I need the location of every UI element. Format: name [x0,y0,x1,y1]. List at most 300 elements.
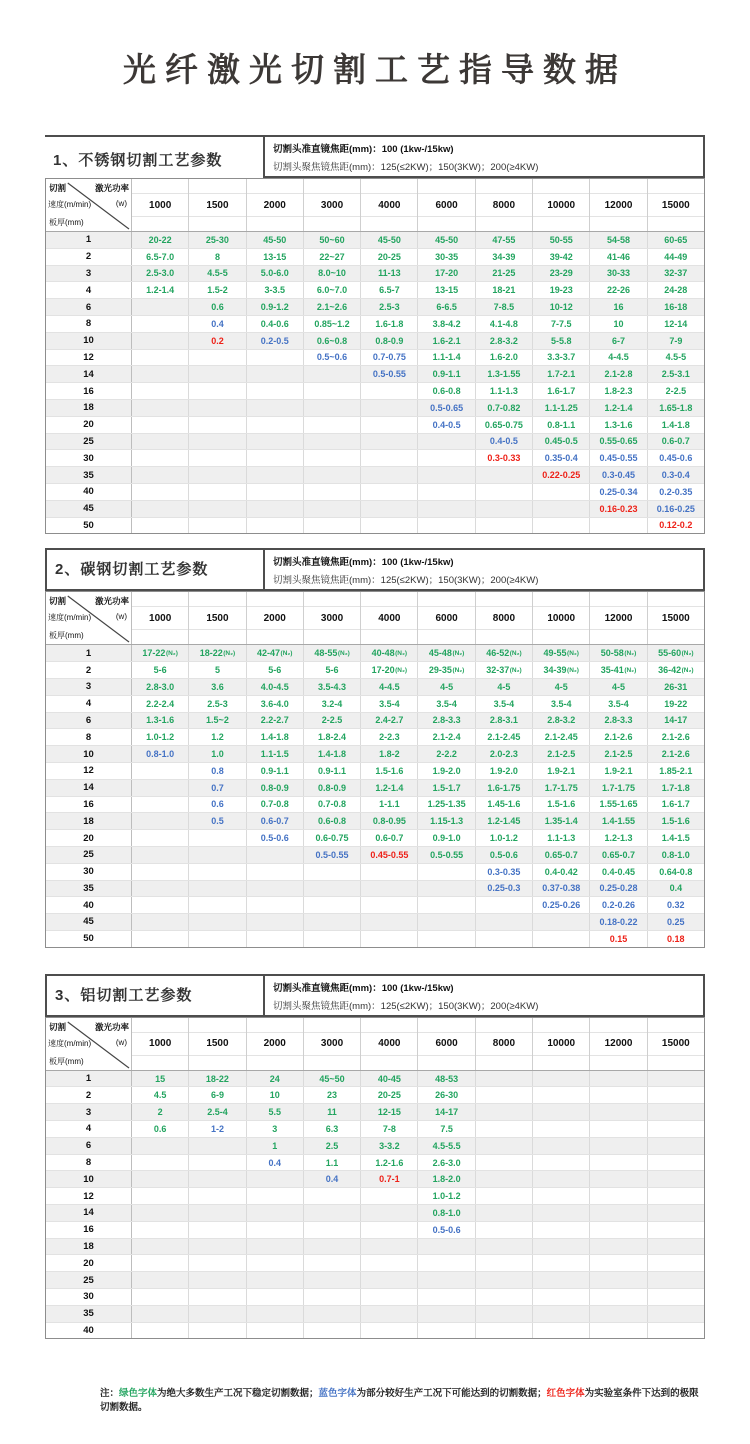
speed-cell: 50-55 [533,232,590,248]
speed-cell: 0.55-0.65 [590,434,647,450]
speed-cell [648,1087,704,1103]
power-value-label: 2000 [263,1038,286,1050]
header-spacer [533,629,589,644]
thickness-label: 30 [46,450,132,466]
table-row-thickness-6 [46,299,704,316]
table-row-thickness-2 [46,249,704,266]
speed-cell: 0.6-0.7 [661,436,690,447]
corner-label-cut: 切割 [49,1021,67,1032]
speed-cell: 3.6 [189,679,246,695]
speed-cell: 3 [247,1121,304,1137]
speed-cell: 0.8-0.9 [304,780,361,796]
speed-cell: 1.6-2.0 [476,350,533,366]
speed-cell: 2.2-2.4 [132,696,189,712]
focus-distance-note [263,135,705,178]
speed-cell [189,1255,246,1271]
thickness-label: 2 [46,662,132,678]
speed-cell: 2.1-2.8 [590,366,647,382]
table-row-thickness-25 [46,1272,704,1289]
speed-cell [132,1205,189,1221]
power-value-label: 2000 [263,199,286,211]
speed-cell: 4-4.5 [590,350,647,366]
speed-cell: 5.5 [247,1104,304,1120]
thickness-label: 6 [46,299,132,315]
power-value-label: 12000 [604,199,633,211]
speed-cell [189,1239,246,1255]
speed-cell: 1.65-1.8 [659,402,693,413]
parameter-table-aluminum [45,1017,705,1340]
corner-label-cut: 切割 [49,596,67,607]
speed-cell: 4.1-4.8 [476,316,533,332]
speed-cell: 2-2.5 [665,386,687,397]
header-spacer [189,216,245,231]
nitrogen-gas-suffix: (N₂) [624,649,637,657]
speed-cell: 26-30 [418,1087,475,1103]
section-header-stainless-steel [45,135,705,178]
speed-cell: 2.8-3.0 [132,679,189,695]
speed-cell: 0.5-0.65 [418,400,475,416]
speed-cell: 7-7.5 [533,316,590,332]
speed-cell [648,1121,704,1137]
speed-cell [189,1306,246,1322]
footnote-prefix: 注： [100,1388,120,1400]
speed-cell: 15 [132,1071,189,1087]
speed-cell [304,1239,361,1255]
speed-cell: 34-39 [476,249,533,265]
speed-cell [361,897,418,913]
speed-cell [648,1205,704,1221]
speed-cell: 0.2 [189,333,246,349]
table-row-thickness-1 [46,1071,704,1088]
thickness-label: 35 [46,881,132,897]
header-spacer [648,629,704,644]
table-row-thickness-30 [46,864,704,881]
speed-cell: 10 [590,316,647,332]
speed-cell: 0.7-0.75 [361,350,418,366]
speed-cell: 1.7-2.1 [533,366,590,382]
speed-cell [476,914,533,930]
header-spacer [304,592,360,607]
speed-cell [132,1306,189,1322]
speed-cell [132,914,189,930]
table-section-aluminum [45,974,705,1340]
corner-label-watt: (w) [115,612,127,622]
parameter-table-carbon-steel [45,591,705,947]
nitrogen-gas-suffix: (N₂) [337,649,350,657]
header-spacer [648,1018,704,1033]
speed-cell: 0.45-0.5 [533,434,590,450]
power-column-header-2000 [247,592,304,644]
speed-cell [418,1323,475,1339]
table-row-thickness-45 [46,501,704,518]
speed-cell: 0.4 [304,1171,361,1187]
speed-cell [533,1289,590,1305]
speed-cell: 1.7-1.8 [661,782,690,793]
speed-cell: 1.3-1.6 [132,713,189,729]
speed-cell: 2.5-3 [361,299,418,315]
speed-cell [304,450,361,466]
speed-cell [132,299,189,315]
speed-cell: 2.8-3.1 [476,713,533,729]
speed-cell: 1.6-2.1 [418,333,475,349]
power-value-label: 2000 [263,612,286,624]
speed-cell [247,350,304,366]
speed-cell [590,1205,647,1221]
speed-cell [247,897,304,913]
table-row-thickness-8 [46,316,704,333]
speed-cell: 1.1-1.5 [247,746,304,762]
focus-lens-focal-length-note: 切割头聚焦镜焦距(mm)：125(≤2KW)；150(3KW)；200(≥4KW) [273,1000,539,1012]
speed-cell: 0.3-0.4 [661,470,690,481]
speed-cell: 45-50 [418,232,475,248]
table-row-thickness-1 [46,645,704,662]
speed-cell: 41-46 [590,249,647,265]
table-row-thickness-35 [46,467,704,484]
speed-cell: 2.2-2.7 [247,713,304,729]
speed-cell: 34-39 (N₂) [533,662,590,678]
header-spacer [648,1055,704,1070]
speed-cell [304,1188,361,1204]
speed-cell: 2.1~2.6 [304,299,361,315]
thickness-label: 25 [46,847,132,863]
speed-cell [304,897,361,913]
speed-cell: 19-23 [533,282,590,298]
speed-cell [189,434,246,450]
speed-cell: 2.1-2.6 [661,749,690,760]
header-spacer [590,1018,646,1033]
power-column-header-8000 [476,1018,533,1070]
speed-cell: 1.8-2.4 [304,729,361,745]
speed-cell [189,518,246,534]
axis-corner-cell [46,592,132,644]
speed-cell [132,1323,189,1339]
speed-cell: 0.65-0.7 [590,847,647,863]
speed-cell [361,931,418,947]
speed-cell [189,484,246,500]
speed-cell [304,1323,361,1339]
nitrogen-gas-suffix: (N₂) [624,666,637,674]
corner-label-laser-power: 激光功率 [94,1021,129,1032]
speed-cell [189,847,246,863]
speed-cell: 0.25-0.28 [590,881,647,897]
speed-cell [476,467,533,483]
power-value-label: 3000 [320,199,344,211]
speed-cell: 1.2-1.4 [590,400,647,416]
header-spacer [132,1018,188,1033]
speed-cell [418,931,475,947]
power-value-label: 12000 [604,1038,633,1050]
speed-cell [361,467,418,483]
speed-cell [132,333,189,349]
speed-cell [304,1306,361,1322]
speed-cell [304,1272,361,1288]
collimator-focal-length-note: 切割头准直镜焦距(mm)：100 (1kw-/15kw) [273,557,454,569]
speed-cell: 0.9-1.2 [247,299,304,315]
power-column-header-15000 [648,1018,704,1070]
speed-cell: 18-22 [189,1071,246,1087]
nitrogen-gas-suffix: (N₂) [681,666,694,674]
speed-cell: 1.0-1.2 [418,1188,475,1204]
power-value-label: 4000 [378,1038,401,1050]
speed-cell: 3-3.2 [361,1138,418,1154]
power-value-label: 1000 [149,1038,172,1050]
table-row-thickness-2 [46,1087,704,1104]
speed-cell [132,931,189,947]
speed-cell [418,484,475,500]
speed-cell: 0.6 [189,797,246,813]
speed-cell [304,881,361,897]
speed-cell [304,383,361,399]
header-spacer [476,1018,532,1033]
speed-cell [247,450,304,466]
speed-cell: 50-58 (N₂) [590,645,647,661]
header-spacer [590,592,646,607]
header-spacer [132,592,188,607]
power-column-header-4000 [361,592,418,644]
table-row-thickness-20 [46,830,704,847]
thickness-label: 4 [46,1121,132,1137]
corner-label-thickness: 板厚(mm) [49,218,84,227]
speed-cell [132,1222,189,1238]
speed-cell [132,897,189,913]
footnote-segment-2: 蓝色字体 [318,1388,357,1400]
speed-cell: 0.45-0.55 [361,847,418,863]
speed-cell: 0.25-0.3 [476,881,533,897]
speed-cell [304,864,361,880]
speed-cell [418,897,475,913]
speed-cell: 14-17 [418,1104,475,1120]
speed-cell: 6.5-7 [361,282,418,298]
power-value-label: 6000 [435,612,458,624]
speed-cell [132,1138,189,1154]
speed-cell [590,1222,647,1238]
speed-cell [247,400,304,416]
speed-cell [476,484,533,500]
power-column-header-6000 [418,1018,475,1070]
speed-cell: 1.9-2.0 [418,763,475,779]
power-column-header-6000 [418,179,475,231]
header-spacer [247,1055,303,1070]
thickness-label: 3 [46,266,132,282]
speed-cell [189,881,246,897]
header-spacer [247,592,303,607]
speed-cell: 20-22 [132,232,189,248]
thickness-label: 3 [46,679,132,695]
speed-cell: 0.4-0.5 [418,417,475,433]
speed-cell: 2.8-3.2 [476,333,533,349]
speed-cell: 5 [189,662,246,678]
speed-cell: 4-5 [533,679,590,695]
speed-cell [648,1071,704,1087]
speed-cell [189,931,246,947]
speed-cell [247,1239,304,1255]
table-row-thickness-3 [46,679,704,696]
header-spacer [132,179,188,194]
power-column-header-12000 [590,592,647,644]
color-legend-note [100,1385,705,1413]
speed-cell: 2.1-2.6 [661,732,690,743]
speed-cell: 0.4-0.6 [247,316,304,332]
corner-label-watt: (w) [115,199,127,208]
speed-cell [476,1323,533,1339]
speed-cell [476,1138,533,1154]
power-column-header-3000 [304,1018,361,1070]
speed-cell [247,1272,304,1288]
speed-cell [189,400,246,416]
speed-cell [418,1239,475,1255]
thickness-label: 10 [46,1171,132,1187]
speed-cell: 0.16-0.25 [656,503,695,514]
speed-cell [189,1188,246,1204]
speed-cell [247,518,304,534]
speed-cell [304,366,361,382]
thickness-label: 25 [46,1272,132,1288]
speed-cell [247,881,304,897]
speed-cell [247,914,304,930]
power-column-header-1000 [132,179,189,231]
speed-cell [590,518,647,534]
speed-cell: 4-5 [590,679,647,695]
table-row-thickness-40 [46,1323,704,1339]
speed-cell: 1.5-1.6 [533,797,590,813]
thickness-label: 45 [46,914,132,930]
table-row-thickness-16 [46,383,704,400]
speed-cell: 1.25-1.35 [418,797,475,813]
power-value-label: 1000 [149,199,172,211]
speed-cell: 5.0-6.0 [247,266,304,282]
table-row-thickness-35 [46,1306,704,1323]
speed-cell: 22-26 [590,282,647,298]
thickness-label: 40 [46,1323,132,1339]
speed-cell: 2.8-3.3 [418,713,475,729]
speed-cell [590,1155,647,1171]
speed-cell [247,1188,304,1204]
header-spacer [476,1055,532,1070]
footnote-segment-1: 为绝大多数生产工况下稳定切割数据； [157,1388,319,1400]
axis-corner-cell [46,179,132,231]
thickness-label: 30 [46,864,132,880]
power-column-header-4000 [361,1018,418,1070]
speed-cell: 1.3-1.55 [476,366,533,382]
speed-cell: 7-8 [361,1121,418,1137]
table-row-thickness-35 [46,881,704,898]
table-row-thickness-20 [46,1255,704,1272]
header-spacer [304,629,360,644]
corner-label-thickness: 板厚(mm) [49,1056,84,1066]
speed-cell: 1.2-1.4 [361,780,418,796]
table-row-thickness-45 [46,914,704,931]
thickness-label: 8 [46,729,132,745]
header-spacer [533,179,589,194]
footnote-segment-5: 为实验室条件下达到的极限切割数据。 [100,1388,699,1414]
header-spacer [304,1018,360,1033]
speed-cell: 0.5 [189,813,246,829]
speed-cell [189,450,246,466]
speed-cell: 23-29 [533,266,590,282]
speed-cell [648,1272,704,1288]
speed-cell: 2-2.5 [304,713,361,729]
speed-cell [132,1255,189,1271]
speed-cell: 0.7 [189,780,246,796]
speed-cell [247,931,304,947]
header-spacer [648,592,704,607]
thickness-label: 35 [46,467,132,483]
speed-cell: 40-48 (N₂) [361,645,418,661]
speed-cell: 1.7-1.75 [533,780,590,796]
speed-cell [476,897,533,913]
thickness-label: 10 [46,333,132,349]
speed-cell [648,1171,704,1187]
header-spacer [247,179,303,194]
speed-cell: 1.6-1.7 [661,799,690,810]
thickness-label: 6 [46,713,132,729]
speed-cell [648,1222,704,1238]
speed-cell: 5-6 [247,662,304,678]
speed-cell: 0.6-0.7 [361,830,418,846]
speed-cell [132,847,189,863]
speed-cell: 18-21 [476,282,533,298]
speed-cell [189,830,246,846]
speed-cell [189,366,246,382]
speed-cell [476,931,533,947]
speed-cell: 2.8-3.3 [590,713,647,729]
speed-cell [304,931,361,947]
nitrogen-gas-suffix: (N₂) [567,649,579,657]
speed-cell: 0.4-0.42 [533,864,590,880]
speed-cell: 18-22 (N₂) [189,645,246,661]
footnote-segment-3: 为部分较好生产工况下可能达到的切割数据； [356,1388,547,1400]
speed-cell: 2.1-2.45 [533,729,590,745]
speed-cell: 4-5 [476,679,533,695]
speed-cell [132,518,189,534]
speed-cell: 3.8-4.2 [418,316,475,332]
corner-label-laser-power: 激光功率 [94,183,129,193]
speed-cell: 1.5-1.6 [361,763,418,779]
power-column-header-1500 [189,592,246,644]
speed-cell: 1-1.1 [361,797,418,813]
parameter-table-stainless-steel [45,178,705,534]
table-row-thickness-18 [46,1239,704,1256]
speed-cell [304,914,361,930]
speed-cell: 23 [304,1087,361,1103]
table-header-row [46,179,704,232]
speed-cell [476,501,533,517]
speed-cell: 47-55 [476,232,533,248]
speed-cell: 0.7-0.8 [247,797,304,813]
document-body [45,135,705,1413]
nitrogen-gas-suffix: (N₂) [681,649,694,657]
speed-cell [247,434,304,450]
speed-cell: 11-13 [361,266,418,282]
speed-cell: 2-2.3 [361,729,418,745]
speed-cell: 2.5-3.0 [132,266,189,282]
speed-cell [648,1188,704,1204]
speed-cell: 3.5-4 [361,696,418,712]
speed-cell [648,1289,704,1305]
thickness-label: 50 [46,518,132,534]
speed-cell: 8.0~10 [304,266,361,282]
speed-cell [132,1239,189,1255]
speed-cell: 0.5-0.55 [304,847,361,863]
speed-cell [476,1104,533,1120]
speed-cell [533,1239,590,1255]
speed-cell [533,1272,590,1288]
table-row-thickness-3 [46,1104,704,1121]
speed-cell: 10-12 [533,299,590,315]
thickness-label: 8 [46,1155,132,1171]
table-row-thickness-25 [46,434,704,451]
speed-cell [189,1171,246,1187]
